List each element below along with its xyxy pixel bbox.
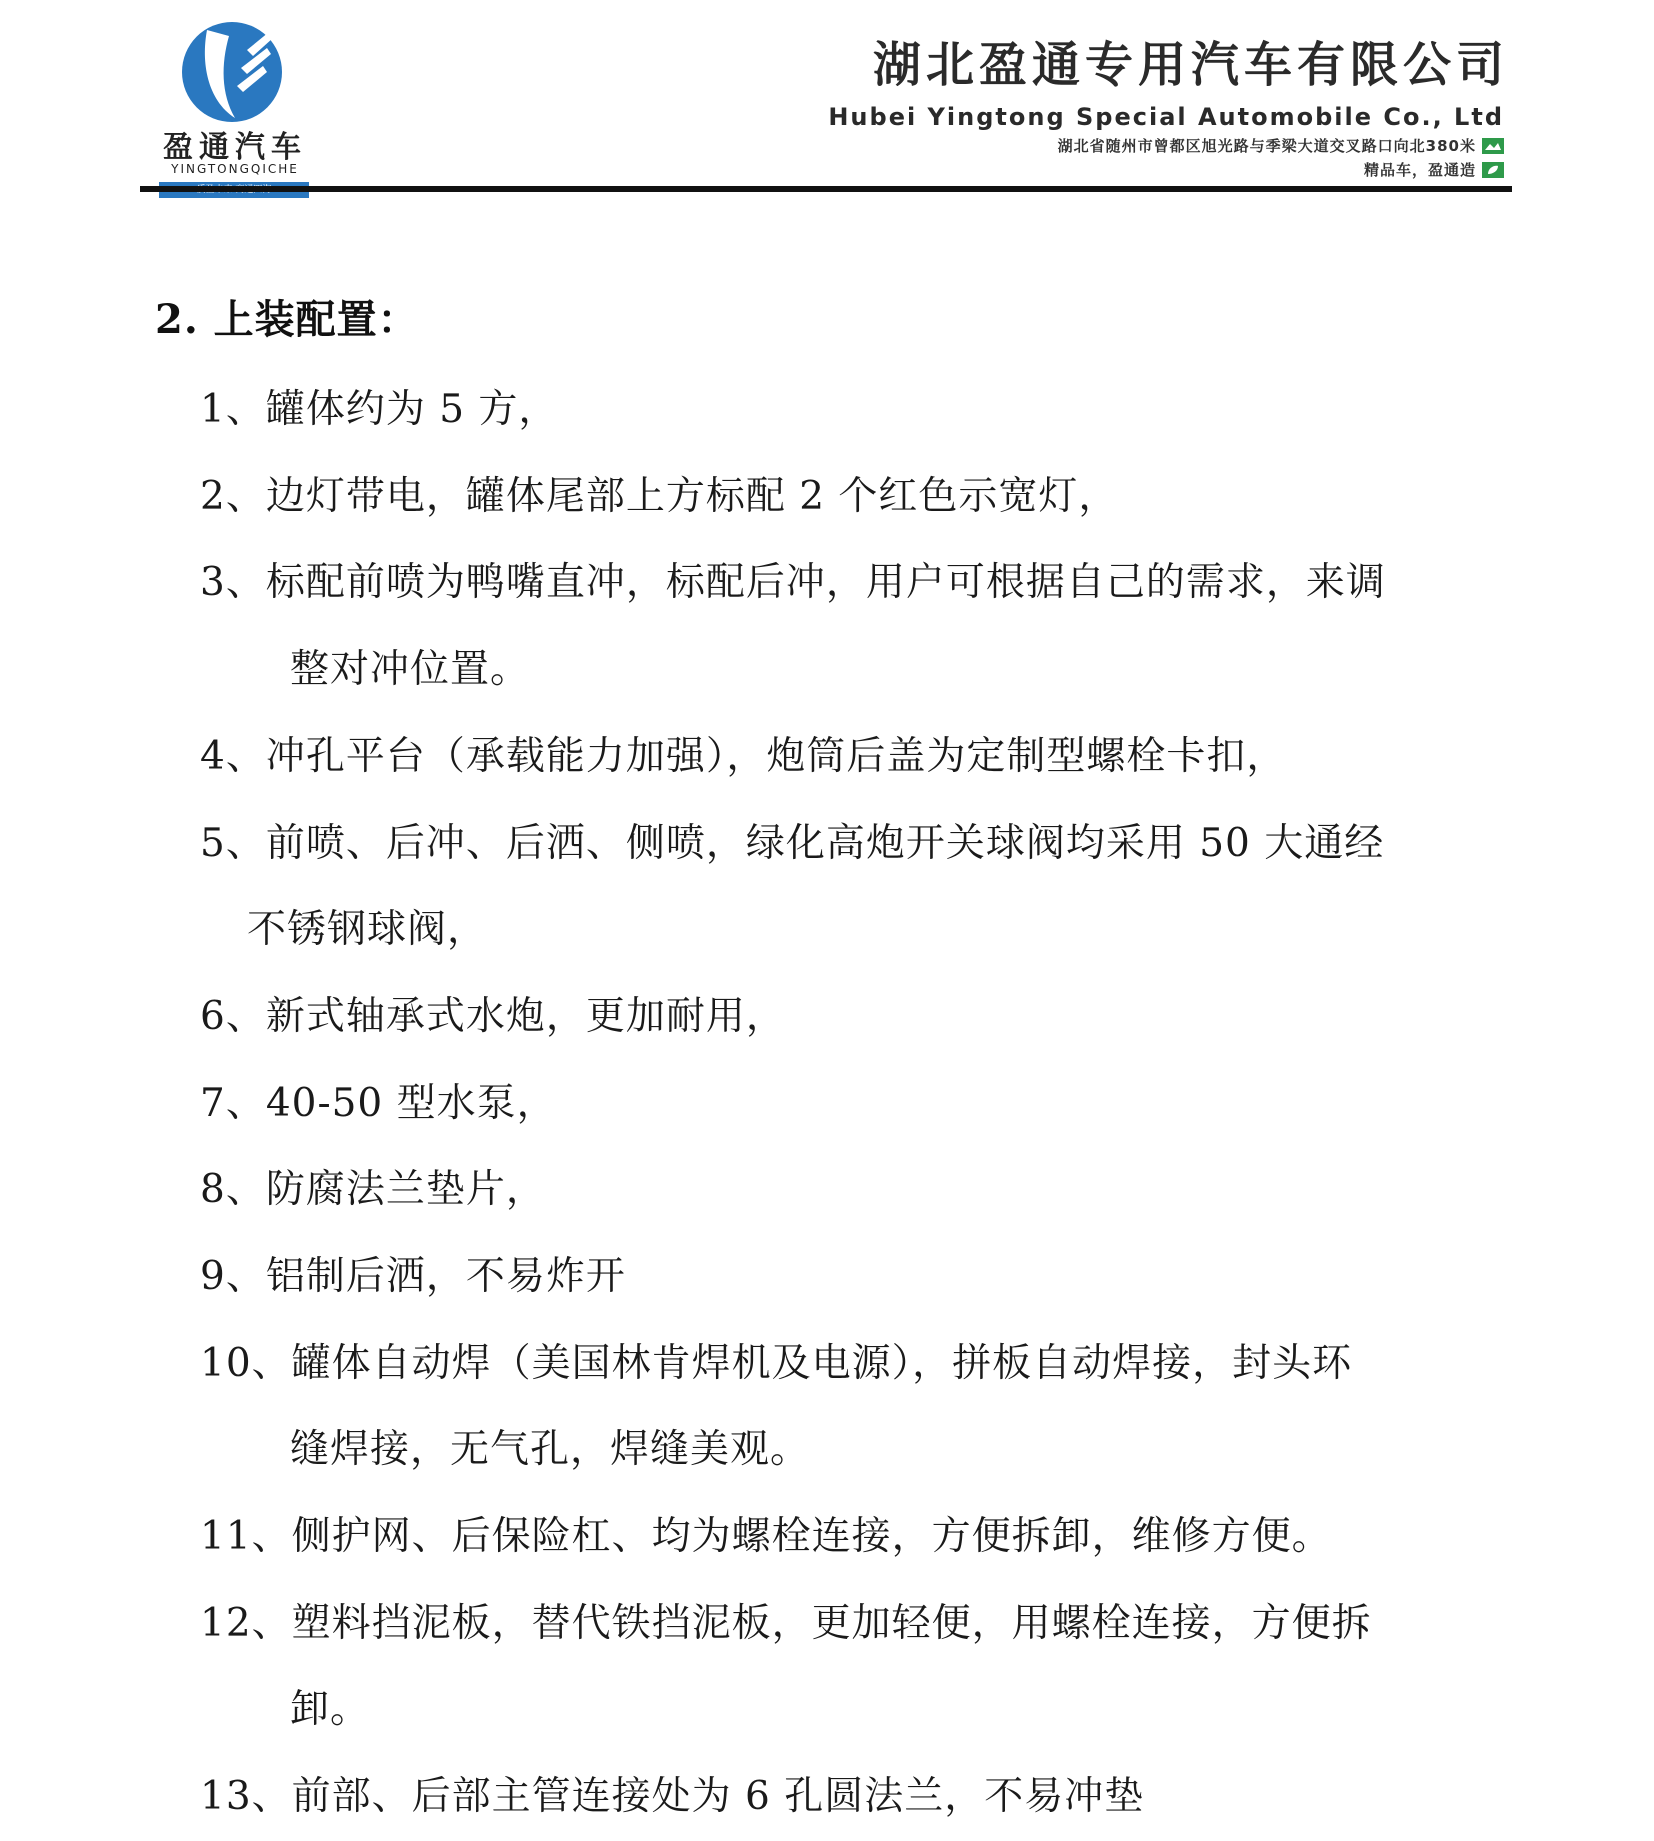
company-info — [828, 30, 1509, 182]
company-address-line — [828, 134, 1504, 158]
section-heading: 2. 上装配置： — [155, 296, 419, 343]
leaf-badge-icon — [1482, 162, 1504, 178]
logo-pinyin: YINGTONGQICHE — [171, 162, 299, 176]
list-item: 6、新式轴承式水炮，更加耐用， — [200, 994, 786, 1039]
list-item: 5、前喷、后冲、后洒、侧喷，绿化高炮开关球阀均采用 50 大通经 — [200, 821, 1385, 866]
list-item: 8、防腐法兰垫片， — [200, 1167, 546, 1212]
company-tagline-line — [828, 158, 1504, 182]
list-item: 9、铝制后洒，不易炸开 — [200, 1254, 626, 1299]
address-badge-icon — [1482, 138, 1504, 154]
list-item: 4、冲孔平台（承载能力加强），炮筒后盖为定制型螺栓卡扣， — [200, 734, 1287, 779]
list-item: 3、标配前喷为鸭嘴直冲，标配后冲，用户可根据自己的需求，来调 — [200, 560, 1386, 605]
list-item-continuation: 缝焊接，无气孔，焊缝美观。 — [290, 1427, 811, 1472]
list-item: 13、前部、后部主管连接处为 6 孔圆法兰，不易冲垫 — [200, 1774, 1145, 1819]
company-tagline: 精品车，盈通造 — [1363, 161, 1476, 179]
logo-mark-icon — [177, 22, 287, 126]
list-item: 7、40-50 型水泵， — [200, 1081, 557, 1126]
list-item-continuation: 不锈钢球阀， — [247, 907, 488, 952]
list-item: 2、边灯带电，罐体尾部上方标配 2 个红色示宽灯， — [200, 474, 1119, 519]
header-divider — [140, 186, 1512, 192]
list-item: 1、罐体约为 5 方， — [200, 387, 559, 432]
company-address: 湖北省随州市曾都区旭光路与季梁大道交叉路口向北380米 — [1057, 137, 1476, 155]
company-name-cn: 湖北盈通专用汽车有限公司 — [872, 37, 1509, 93]
list-item-continuation: 卸。 — [290, 1687, 371, 1732]
logo-name-cn: 盈通汽车 — [163, 130, 307, 165]
list-item: 12、塑料挡泥板，替代铁挡泥板，更加轻便，用螺栓连接，方便拆 — [200, 1601, 1372, 1646]
company-logo — [155, 22, 315, 182]
list-item: 11、侧护网、后保险杠、均为螺栓连接，方便拆卸，维修方便。 — [200, 1514, 1332, 1559]
list-item: 10、罐体自动焊（美国林肯焊机及电源），拼板自动焊接，封头环 — [200, 1341, 1353, 1386]
company-name-en: Hubei Yingtong Special Automobile Co., Ltd — [828, 103, 1504, 131]
list-item-continuation: 整对冲位置。 — [290, 647, 531, 692]
